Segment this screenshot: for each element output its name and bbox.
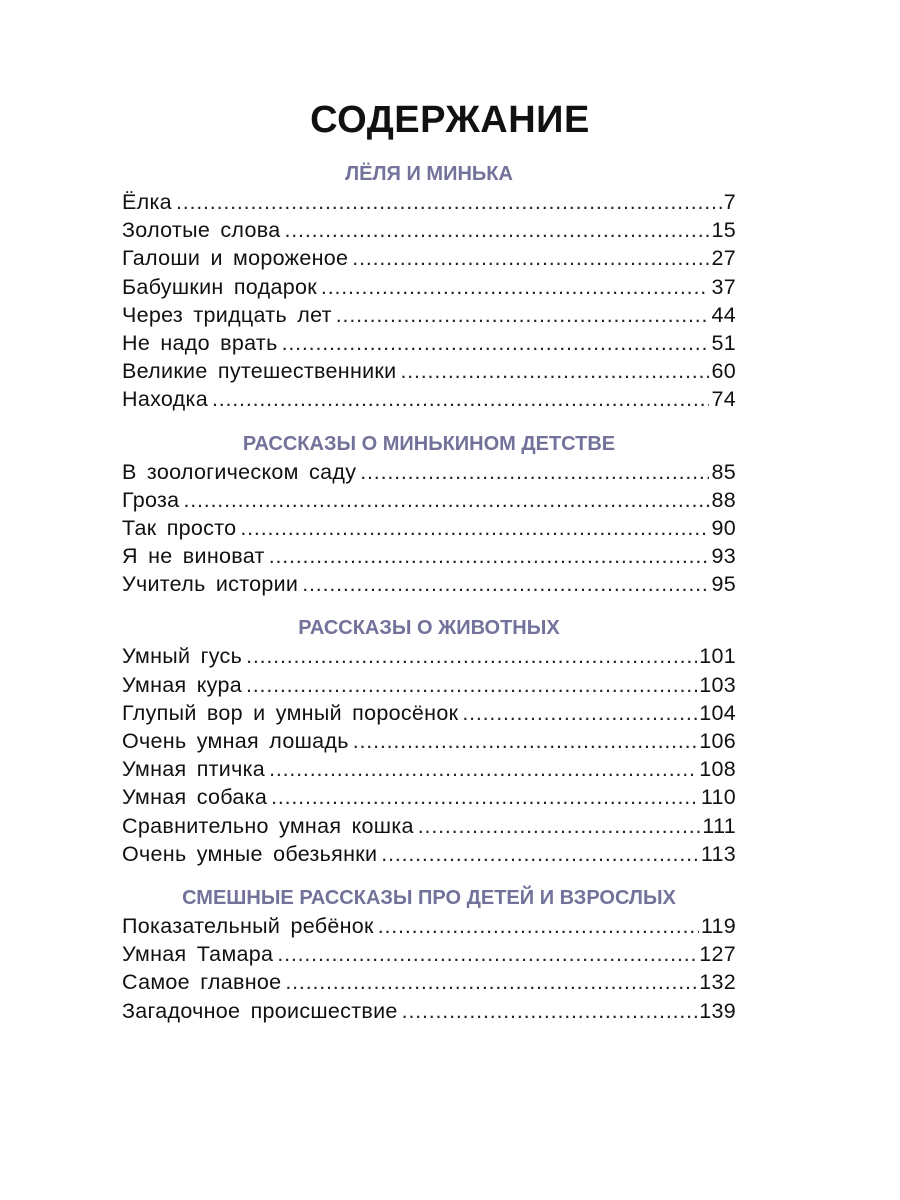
toc-entry [122,273,736,301]
toc-entry [122,940,736,968]
dot-leader [246,671,697,699]
entry-page: 85 [711,459,736,484]
section-heading-o-zhivotnykh: РАССКАЗЫ О ЖИВОТНЫХ [298,617,560,640]
entry-title: Ёлка [122,190,172,214]
dot-leader [378,912,699,940]
entry-page: 74 [711,387,736,412]
dot-leader [183,486,709,514]
section-heading-smeshnye-rasskazy: СМЕШНЫЕ РАССКАЗЫ ПРО ДЕТЕЙ И ВЗРОСЛЫХ [182,886,676,909]
toc-entry [122,699,736,727]
entry-page: 139 [699,998,736,1023]
entry-title: Сравнительно умная кошка [122,813,414,838]
dot-leader [402,997,698,1025]
toc-entry [122,486,736,514]
toc-entry [122,840,736,868]
entry-page: 104 [699,700,736,725]
dot-leader [271,783,699,811]
dot-leader [282,329,710,357]
toc-entry [122,642,736,670]
entry-page: 44 [711,302,736,327]
entry-title: В зоологическом саду [122,459,357,484]
dot-leader [269,542,710,570]
dot-leader [360,458,709,486]
entry-page: 90 [711,515,736,540]
entry-title: Показательный ребёнок [122,913,374,938]
entry-title: Я не виноват [122,544,265,569]
entry-page: 88 [711,487,736,512]
entry-title: Великие путешественники [122,359,397,384]
toc-entry [122,216,736,244]
toc-entry [122,301,736,329]
dot-leader [321,273,710,301]
toc-entry [122,912,736,940]
entry-page: 103 [699,672,736,697]
dot-leader [277,940,697,968]
entry-page: 60 [711,359,736,384]
toc-entry [122,968,736,996]
toc-entry [122,244,736,272]
toc-entry [122,458,736,486]
dot-leader [285,968,697,996]
entry-title: Умный гусь [122,644,243,669]
entry-title: Очень умные обезьянки [122,841,378,866]
toc-entry [122,570,736,598]
toc-entry [122,514,736,542]
entry-page: 127 [699,942,736,967]
toc-entry [122,783,736,811]
dot-leader [212,385,710,413]
section-entries-3 [122,642,736,868]
dot-leader [336,301,710,329]
dot-leader [269,755,697,783]
toc-entry [122,671,736,699]
dot-leader [240,514,709,542]
entry-title: Золотые слова [122,218,281,243]
dot-leader [302,570,709,598]
section-entries-2 [122,458,736,599]
entry-page: 113 [700,841,736,866]
entry-title: Умная собака [122,785,268,810]
dot-leader [285,216,710,244]
entry-page: 110 [700,785,736,810]
toc-entry [122,727,736,755]
toc-entry [122,997,736,1025]
entry-title: Галоши и мороженое [122,246,349,271]
toc-entry [122,329,736,357]
section-heading-lelya-i-minka: ЛЁЛЯ И МИНЬКА [345,163,513,185]
entry-title: Очень умная лошадь [122,729,349,753]
entry-page: 37 [711,274,736,299]
toc-entry [122,385,736,413]
section-heading-minkino-detstvo: РАССКАЗЫ О МИНЬКИНОМ ДЕТСТВЕ [242,432,616,455]
toc-entry [122,812,736,840]
entry-title: Бабушкин подарок [122,274,317,299]
entry-title: Находка [122,387,208,412]
entry-title: Так просто [122,515,237,540]
dot-leader [400,357,709,385]
toc-entry [122,188,736,216]
dot-leader [353,727,697,755]
toc-entry [122,542,736,570]
entry-page: 7 [723,190,736,214]
dot-leader [246,642,697,670]
entry-title: Самое главное [122,970,282,995]
table-of-contents [122,160,736,1025]
entry-page: 108 [699,757,736,782]
entry-title: Умная Тамара [122,942,274,967]
toc-entry [122,357,736,385]
entry-title: Глупый вор и умный поросёнок [122,700,459,725]
entry-title: Умная птичка [122,757,266,782]
entry-page: 15 [711,218,736,243]
dot-leader [418,812,701,840]
entry-title: Гроза [122,487,180,512]
entry-page: 132 [699,970,736,995]
dot-leader [381,840,699,868]
entry-page: 95 [711,572,736,597]
dot-leader [462,699,697,727]
entry-title: Загадочное происшествие [122,998,398,1023]
section-entries-4 [122,912,736,1025]
entry-page: 101 [699,644,736,669]
dot-leader [352,244,709,272]
entry-title: Умная кура [122,672,242,697]
entry-title: Учитель истории [122,572,299,597]
entry-page: 93 [711,544,736,569]
entry-page: 106 [699,729,736,753]
entry-title: Не надо врать [122,330,278,355]
toc-entry [122,755,736,783]
entry-page: 111 [702,813,736,838]
page-title: СОДЕРЖАНИЕ [310,99,590,141]
entry-page: 119 [700,913,736,938]
dot-leader [176,188,722,216]
entry-title: Через тридцать лет [122,302,332,327]
section-entries-1 [122,188,736,414]
entry-page: 27 [711,246,736,271]
entry-page: 51 [711,330,736,355]
